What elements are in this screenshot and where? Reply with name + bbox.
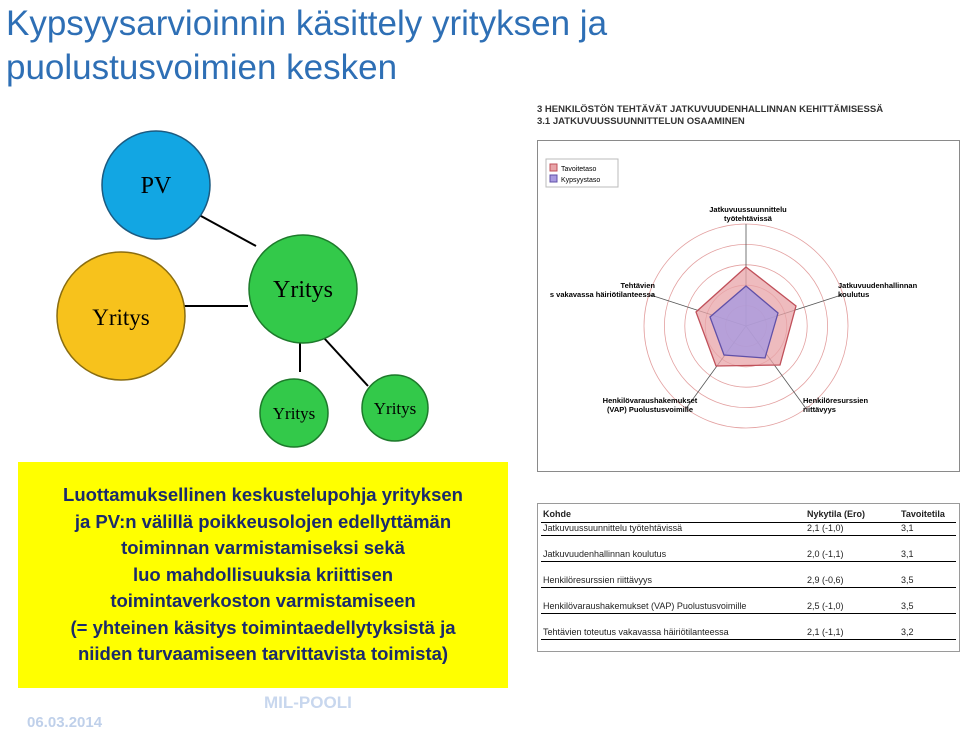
node-yritys-main-label: Yritys [273,277,333,303]
row-kohde: Henkilöresurssien riittävyys [543,575,653,585]
radar-chart-panel [537,140,960,472]
header-tavoitetila: Tavoitetila [901,509,945,519]
table-row [541,626,956,640]
page-title: Kypsyysarvioinnin käsittely yrityksen ja puolustusvoimien kesken [6,4,608,87]
table-row [541,574,956,588]
row-nykytila: 2,1 (-1,1) [807,627,844,637]
statement-box [18,462,508,688]
node-yritys-main [249,235,357,343]
node-yritys-small-right [362,375,428,441]
statement-text: Luottamuksellinen keskustelupohja yrityksen ja PV:n välillä poikkeusolojen edellyttämän toiminnan varmistamiseksi sekä luo mahdollisuuksia kriittisen toimintaverkoston varmistamiseen (= yhteinen käsitys toimintaedellytyksistä ja niiden turvaamiseen tarvittavista toimista) [63,484,463,665]
node-yritys-small-left-label: Yritys [272,404,316,423]
row-nykytila: 2,1 (-1,0) [807,523,844,533]
row-tavoitetila: 3,1 [901,549,914,559]
row-kohde: Jatkuvuudenhallinnan koulutus [543,549,667,559]
legend-label-maturity: Kypsyystaso [561,177,601,184]
report-heading [537,104,883,128]
node-pv-label: PV [140,173,172,199]
node-yritys-small-right-label: Yritys [373,399,417,418]
axis-label-0: Jatkuvuussuunnittelu työtehtävissä [709,205,787,223]
footer-brand: MIL-POOLI [264,693,352,712]
row-tavoitetila: 3,1 [901,523,914,533]
legend-swatch-maturity [550,175,557,182]
radar-chart [538,141,959,471]
row-tavoitetila: 3,2 [901,627,914,637]
node-pv [102,131,210,239]
table-row [541,600,956,614]
row-tavoitetila: 3,5 [901,601,914,611]
row-nykytila: 2,9 (-0,6) [807,575,844,585]
row-nykytila: 2,0 (-1,1) [807,549,844,559]
node-yritys-yellow-label: Yritys [92,305,150,330]
row-kohde: Jatkuvuussuunnittelu työtehtävissä [543,523,683,533]
footer-date: 06.03.2014 [27,714,103,731]
node-yritys-small-left [260,379,328,447]
row-tavoitetila: 3,5 [901,575,914,585]
table-row [541,522,956,536]
legend-swatch-target [550,164,557,171]
row-kohde: Tehtävien toteutus vakavassa häiriötilanteessa [543,627,729,637]
row-kohde: Henkilövaraushakemukset (VAP) Puolustusvoimille [543,601,747,611]
axis-label-1: Jatkuvuudenhallinnan koulutus [838,281,918,299]
axis-label-4: Tehtävien s vakavassa häiriötilanteessa [549,281,655,299]
header-nykytila: Nykytila (Ero) [807,509,866,519]
table-header [541,508,956,523]
table-row [541,548,956,562]
cooperation-diagram [40,120,460,450]
row-nykytila: 2,5 (-1,0) [807,601,844,611]
axis-label-3: Henkilövaraushakemukset (VAP) Puolustusvoimille [602,396,698,414]
results-table [537,503,960,652]
node-yritys-yellow [57,252,185,380]
report-heading-line1: 3 HENKILÖSTÖN TEHTÄVÄT JATKUVUUDENHALLINNAN KEHITTÄMISESSÄ [537,104,884,115]
chart-legend [546,159,618,187]
header-kohde: Kohde [543,509,571,519]
axis-label-2: Henkilöresurssien riittävyys [803,396,869,414]
report-heading-line2: 3.1 JATKUVUUSSUUNNITTELUN OSAAMINEN [537,116,745,127]
legend-label-target: Tavoitetaso [561,166,597,173]
